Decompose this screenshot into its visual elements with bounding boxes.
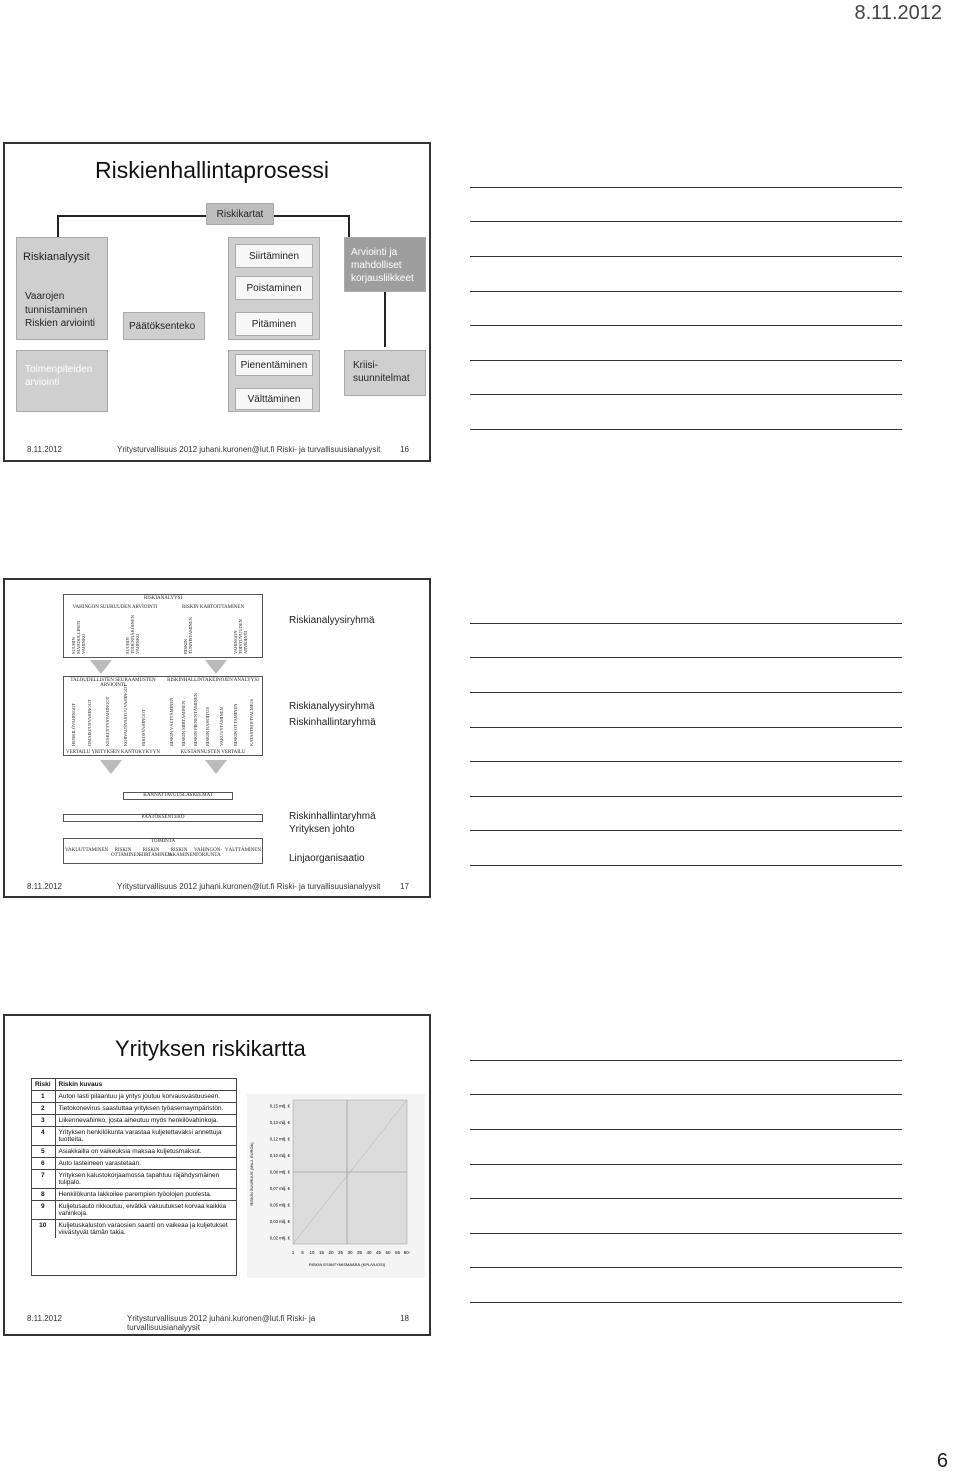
page-date: 8.11.2012 bbox=[854, 2, 942, 24]
page-number: 6 bbox=[936, 1450, 948, 1472]
valttaminen-box: Välttäminen bbox=[235, 388, 313, 410]
risk-number: 3 bbox=[31, 1115, 55, 1127]
footer-date: 8.11.2012 bbox=[27, 1314, 62, 1323]
chart-ytick: 0,05 milj. € bbox=[269, 1202, 290, 1208]
label-c2: Yrityksen johto bbox=[289, 824, 355, 835]
chart-ytick: 0,13 milj. € bbox=[269, 1120, 290, 1125]
kriisi-2: suunnitelmat bbox=[353, 373, 410, 384]
table-row bbox=[31, 1146, 237, 1158]
risk-number: 4 bbox=[31, 1127, 55, 1146]
diag-toiminta-label: TOIMINTA bbox=[150, 839, 176, 844]
risk-description: Tietokonevirus saastuttaa yrityksen työasemaympäristön. bbox=[55, 1103, 237, 1115]
arviointi-2: mahdolliset bbox=[351, 260, 402, 271]
chart-xtick: 30 bbox=[347, 1250, 353, 1255]
toimenpiteiden-1: Toimenpiteiden bbox=[25, 364, 93, 375]
diag-mid-right: RISKINHALLINTAKEINOJEN ANALYYSI bbox=[167, 678, 259, 683]
footer-slide-num: 18 bbox=[400, 1314, 409, 1323]
siirtaminen-box: Siirtäminen bbox=[235, 244, 313, 268]
diag-mid-left: TALOUDELLISTEN SEURAAMUSTEN ARVIOINTI bbox=[70, 678, 156, 688]
chart-ytick: 0,10 milj. € bbox=[269, 1153, 290, 1158]
chart-xtick: 40 bbox=[366, 1250, 372, 1255]
chart-xtick: 1 bbox=[291, 1250, 295, 1255]
footer-slide-num: 17 bbox=[400, 882, 409, 891]
paatoksenteko-label: Päätöksenteko bbox=[129, 321, 196, 332]
table-row bbox=[31, 1158, 237, 1170]
diag-bottom-col-4: RISKIN JAKAMINEN bbox=[167, 848, 197, 858]
slide-title: Yrityksen riskikartta bbox=[115, 1036, 306, 1061]
down-arrow-1 bbox=[90, 660, 112, 674]
diag-mid-l-3: KESKEYTYSVAHINGOT bbox=[105, 696, 110, 746]
diag-bottom-col-6: VÄLTTÄMINEN bbox=[225, 848, 261, 853]
slide-footer bbox=[27, 1314, 409, 1332]
risk-description: Kuljetusauto rikkoutuu, eivätkä vakuutukset korvaa kaikkia vahinkoja. bbox=[55, 1201, 237, 1220]
table-row bbox=[31, 1201, 237, 1220]
chart-ytick: 0,12 milj. € bbox=[269, 1136, 290, 1142]
chart-xtick: 25 bbox=[337, 1250, 344, 1255]
diag-bottom-col-3: RISKIN SIIRTÄMINEN bbox=[139, 848, 172, 858]
chart-xtick: 45 bbox=[375, 1250, 382, 1255]
footer-date: 8.11.2012 bbox=[27, 882, 62, 891]
diag-mid-l-1: HENKILÖVAHINGOT bbox=[71, 702, 76, 746]
diag-kannattavuus-label: KANNATTAVUUSLASKELMAT bbox=[143, 793, 213, 798]
diag-bottom-col-5: VAHINGON-TORJUNTA bbox=[194, 848, 222, 858]
table-header bbox=[31, 1079, 237, 1091]
chart-ytick: 0,15 milj. € bbox=[269, 1103, 290, 1109]
diag-top-col-2: SUURIN TODENNÄKÖINEN VAHINKO bbox=[125, 615, 140, 654]
diag-mid-l-5: RIKOSVAHINGOT bbox=[141, 709, 146, 746]
diag-top-left: VAHINGON SUURUUDEN ARVIOINTI bbox=[72, 605, 158, 610]
diag-bottom-col-2: RISKIN OTTAMINEN bbox=[111, 848, 141, 858]
diag-mid-r-1: RISKIN VÄLTTÄMINEN bbox=[169, 697, 174, 746]
risk-description: Kuljetuskaluston varaosien saanti on vaikeaa ja kuljetukset viivästyvät tämän takia. bbox=[55, 1220, 237, 1239]
risk-description: Yrityksen henkilökunta varastaa kuljetettavaksi annettuja tuotteita. bbox=[55, 1127, 237, 1146]
slide-title: Riskienhallintaprosessi bbox=[95, 157, 329, 183]
slide-16 bbox=[3, 142, 431, 462]
risk-description: Henkilökunta lakkoilee parempien työolojen puolesta. bbox=[55, 1189, 237, 1201]
header-kuvaus: Riskin kuvaus bbox=[55, 1079, 237, 1091]
diag-top-title: RISKIANALYYSI bbox=[143, 596, 183, 601]
down-arrow-4 bbox=[205, 760, 227, 774]
diag-mid-r-6: RISKIN OTTAMINEN bbox=[233, 703, 238, 746]
diag-top-col-4: VAHINGON TOISTUVUUDEN ARVIOINTI bbox=[233, 619, 248, 654]
slide-18 bbox=[3, 1014, 431, 1336]
loop-arrow-top bbox=[57, 215, 207, 217]
diag-mid-r-3: RISKIN PIENENTÄMINEN bbox=[193, 693, 198, 746]
diag-mid-l-4: KORVAUSVASTUUVAHINGOT bbox=[123, 684, 128, 746]
diag-mid-r-7: KATASTROFIVALMIUS bbox=[249, 698, 254, 746]
risk-number: 9 bbox=[31, 1201, 55, 1220]
arviointi-1: Arviointi ja bbox=[351, 247, 398, 258]
loop-arrow-left bbox=[57, 215, 59, 237]
label-a: Riskianalyysiryhmä bbox=[289, 615, 375, 626]
table-row bbox=[31, 1115, 237, 1127]
diag-mid-l-2: OMAISUUSVAHINGOT bbox=[87, 699, 92, 746]
risk-description: Asiakkailla on vaikeuksia maksaa kuljetusmaksut. bbox=[55, 1146, 237, 1158]
chart-xtick: 60- bbox=[403, 1250, 411, 1255]
risk-chart bbox=[247, 1094, 425, 1278]
table-row bbox=[31, 1220, 237, 1239]
risk-number: 8 bbox=[31, 1189, 55, 1201]
chart-xtick: 20 bbox=[328, 1250, 334, 1255]
footer-text: Yritysturvallisuus 2012 juhani.kuronen@lut.fi Riski- ja turvallisuusianalyysit bbox=[117, 445, 381, 454]
table-row bbox=[31, 1189, 237, 1201]
risk-number: 1 bbox=[31, 1091, 55, 1103]
diag-paatoksenteko-label: PÄÄTÖKSENTEKO bbox=[141, 815, 185, 820]
slide-footer bbox=[27, 882, 409, 891]
down-arrow-3 bbox=[100, 760, 122, 774]
arviointi-3: korjausliikkeet bbox=[351, 273, 414, 284]
chart-xtick: 15 bbox=[318, 1250, 325, 1255]
label-b1: Riskianalyysiryhmä bbox=[289, 701, 375, 712]
chart-ytick: 0,07 milj. € bbox=[269, 1186, 290, 1191]
risk-description: Yrityksen kalustokorjaamossa tapahtuu räjähdysmäinen tulipalo. bbox=[55, 1170, 237, 1189]
risk-number: 7 bbox=[31, 1170, 55, 1189]
vertical-arrow bbox=[384, 292, 386, 347]
poistaminen-box: Poistaminen bbox=[235, 276, 313, 300]
risk-table bbox=[31, 1078, 237, 1238]
table-row bbox=[31, 1103, 237, 1115]
risk-description: Auton lasti pilaantuu ja yritys joutuu korvausvastuuseen. bbox=[55, 1091, 237, 1103]
chart-xtick: 10 bbox=[309, 1250, 315, 1255]
label-c1: Riskinhallintaryhmä bbox=[289, 811, 376, 822]
vaarojen-1: Vaarojen bbox=[25, 291, 65, 302]
risk-number: 5 bbox=[31, 1146, 55, 1158]
chart-ytick: 0,02 milj. € bbox=[269, 1235, 290, 1241]
toimenpiteiden-2: arviointi bbox=[25, 377, 60, 388]
risk-chart-svg bbox=[247, 1094, 425, 1278]
table-row bbox=[31, 1091, 237, 1103]
risk-number: 10 bbox=[31, 1220, 55, 1239]
loop-arrow-down bbox=[348, 215, 350, 237]
chart-xtick: 50 bbox=[385, 1250, 391, 1255]
diag-top-right: RISKIN KARTOITTAMINEN bbox=[181, 605, 245, 610]
footer-slide-num: 16 bbox=[400, 445, 409, 454]
chart-ytick: 0,03 milj. € bbox=[269, 1219, 290, 1224]
risk-number: 6 bbox=[31, 1158, 55, 1170]
down-arrow-2 bbox=[205, 660, 227, 674]
chart-xlabel: RISKIN ESIINTYMISMÄÄRÄ (KPL/VUOSI) bbox=[308, 1262, 386, 1267]
label-d: Linjaorganisaatio bbox=[289, 853, 365, 864]
riskianalyysit-label: Riskianalyysit bbox=[23, 251, 90, 263]
chart-ylabel: RISKIN SUURUUS (MILJ. EUROA) bbox=[249, 1142, 254, 1206]
chart-xtick: 55 bbox=[394, 1250, 401, 1255]
diag-mid-r-2: RISKIN SIIRTÄMINEN bbox=[181, 700, 186, 746]
risk-description: Auto lasteineen varastetaan. bbox=[55, 1158, 237, 1170]
pienentaminen-box: Pienentäminen bbox=[235, 354, 313, 376]
slide-footer bbox=[27, 445, 409, 454]
footer-text: Yritysturvallisuus 2012 juhani.kuronen@lut.fi Riski- ja turvallisuusianalyysit bbox=[117, 882, 381, 891]
chart-ytick: 0,08 milj. € bbox=[269, 1169, 290, 1175]
risk-number: 2 bbox=[31, 1103, 55, 1115]
header-riski: Riski bbox=[31, 1079, 55, 1091]
table-row bbox=[31, 1170, 237, 1189]
label-b2: Riskinhallintaryhmä bbox=[289, 717, 376, 728]
risk-description: Liikennevahinko, josta aiheutuu myös henkilövahinkoja. bbox=[55, 1115, 237, 1127]
diag-top-col-3: RISKIN TUNNISTAMINEN bbox=[183, 617, 193, 654]
kriisi-1: Kriisi- bbox=[353, 360, 378, 371]
vaarojen-2: tunnistaminen bbox=[25, 305, 88, 316]
loop-arrow-right bbox=[270, 215, 350, 217]
footer-date: 8.11.2012 bbox=[27, 445, 62, 454]
diag-mid-r-5: VAKUUTTAMINEN bbox=[219, 707, 224, 746]
table-row bbox=[31, 1127, 237, 1146]
diag-mid-r-4: RISKIN RAHOITUS bbox=[205, 707, 210, 746]
diag-mid-bottom-right: KUSTANNUSTEN VERTAILU bbox=[180, 750, 246, 755]
chart-xtick: 35 bbox=[356, 1250, 363, 1255]
diag-top-col-1: SUURIN MAHDOLLINEN VAHINKO bbox=[71, 620, 86, 654]
diag-bottom-col-1: VAKUUTTAMINEN bbox=[65, 848, 109, 853]
chart-xtick: 5 bbox=[301, 1250, 304, 1255]
diag-mid-bottom-left: VERTAILU YRITYKSEN KANTOKYKYYN bbox=[65, 750, 160, 755]
riskikartat-box: Riskikartat bbox=[206, 203, 274, 225]
vaarojen-3: Riskien arviointi bbox=[25, 318, 96, 329]
footer-text: Yritysturvallisuus 2012 juhani.kuronen@lut.fi Riski- ja turvallisuusianalyysit bbox=[127, 1314, 316, 1332]
slide-17 bbox=[3, 578, 431, 898]
pitaminen-box: Pitäminen bbox=[235, 312, 313, 336]
